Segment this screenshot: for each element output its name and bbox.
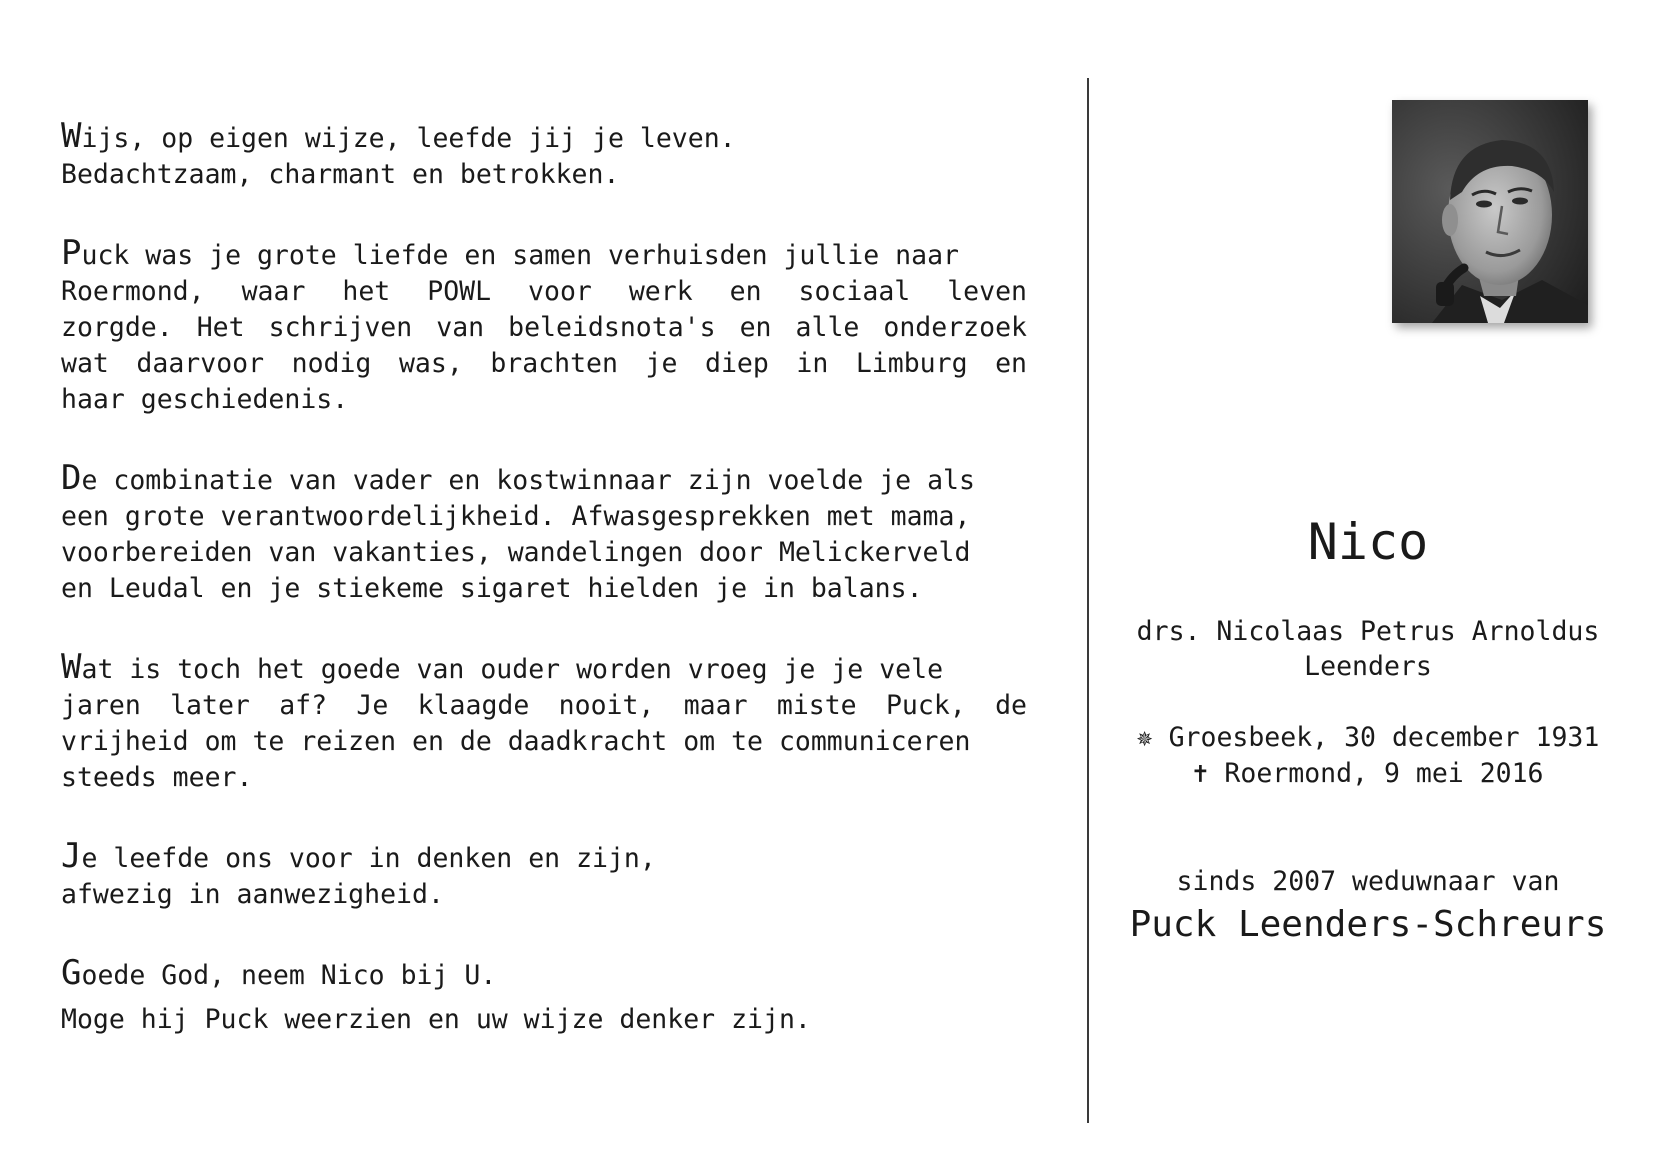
fold-divider [1087, 78, 1089, 1123]
cross-icon: ✝ [1192, 758, 1209, 789]
text-line: Wat is toch het goede van ouder worden vroeg je je vele [61, 647, 944, 687]
text-line: Bedachtzaam, charmant en betrokken. [61, 159, 620, 190]
text-line: afwezig in aanwezigheid. [61, 879, 444, 910]
portrait-photo [1392, 100, 1588, 323]
text-line: voorbereiden van vakanties, wandelingen door Melickerveld [61, 537, 971, 568]
full-name [1108, 614, 1628, 684]
widower-text: sinds 2007 weduwnaar van [1176, 866, 1560, 897]
initial-letter: J [61, 836, 82, 876]
text-line: De combinatie van vader en kostwinnaar zijn voelde je als [61, 458, 975, 498]
paragraph-6 [61, 955, 1027, 1038]
text-line: zorgde. Het schrijven van beleidsnota's en alle onderzoek [61, 312, 1027, 343]
spouse-name: Puck Leenders-Schreurs [1129, 904, 1607, 945]
paragraph-4 [61, 649, 1027, 796]
birth-line [1108, 720, 1628, 756]
death-line [1108, 756, 1628, 792]
initial-letter: D [61, 458, 82, 498]
text-line: een grote verantwoordelijkheid. Afwasgesprekken met mama, [61, 501, 971, 532]
death-date: Roermond, 9 mei 2016 [1224, 758, 1544, 789]
initial-letter: G [61, 953, 82, 993]
initial-letter: W [61, 116, 82, 156]
first-name: Nico [1307, 513, 1429, 571]
portrait-image [1392, 100, 1588, 323]
birth-date: Groesbeek, 30 december 1931 [1168, 722, 1600, 753]
text-line: vrijheid om te reizen en de daadkracht om te communiceren [61, 726, 971, 757]
text-line: Wijs, op eigen wijze, leefde jij je leven. [61, 116, 736, 156]
text-line: en Leudal en je stiekeme sigaret hielden je in balans. [61, 573, 923, 604]
text-line: haar geschiedenis. [61, 384, 349, 415]
initial-letter: W [61, 647, 82, 687]
initial-letter: P [61, 233, 82, 273]
text-line: wat daarvoor nodig was, brachten je diep in Limburg en [61, 348, 1027, 379]
paragraph-1 [61, 118, 1027, 193]
text-line: Puck was je grote liefde en samen verhuisden jullie naar [61, 233, 959, 273]
paragraph-2 [61, 235, 1027, 418]
full-name-line: Leenders [1304, 651, 1432, 682]
paragraph-5 [61, 838, 1027, 913]
text-line: Goede God, neem Nico bij U. [61, 953, 497, 993]
text-line: Moge hij Puck weerzien en uw wijze denker zijn. [61, 1004, 811, 1035]
text-line: Roermond, waar het POWL voor werk en sociaal leven [61, 276, 1027, 307]
text-line: steeds meer. [61, 762, 253, 793]
text-line: jaren later af? Je klaagde nooit, maar miste Puck, de [61, 690, 1027, 721]
life-dates [1108, 720, 1628, 792]
star-icon: ✵ [1136, 722, 1153, 753]
memorial-text [61, 118, 1027, 1038]
full-name-line: drs. Nicolaas Petrus Arnoldus [1136, 616, 1600, 647]
paragraph-3 [61, 460, 1027, 607]
text-line: Je leefde ons voor in denken en zijn, [61, 836, 656, 876]
